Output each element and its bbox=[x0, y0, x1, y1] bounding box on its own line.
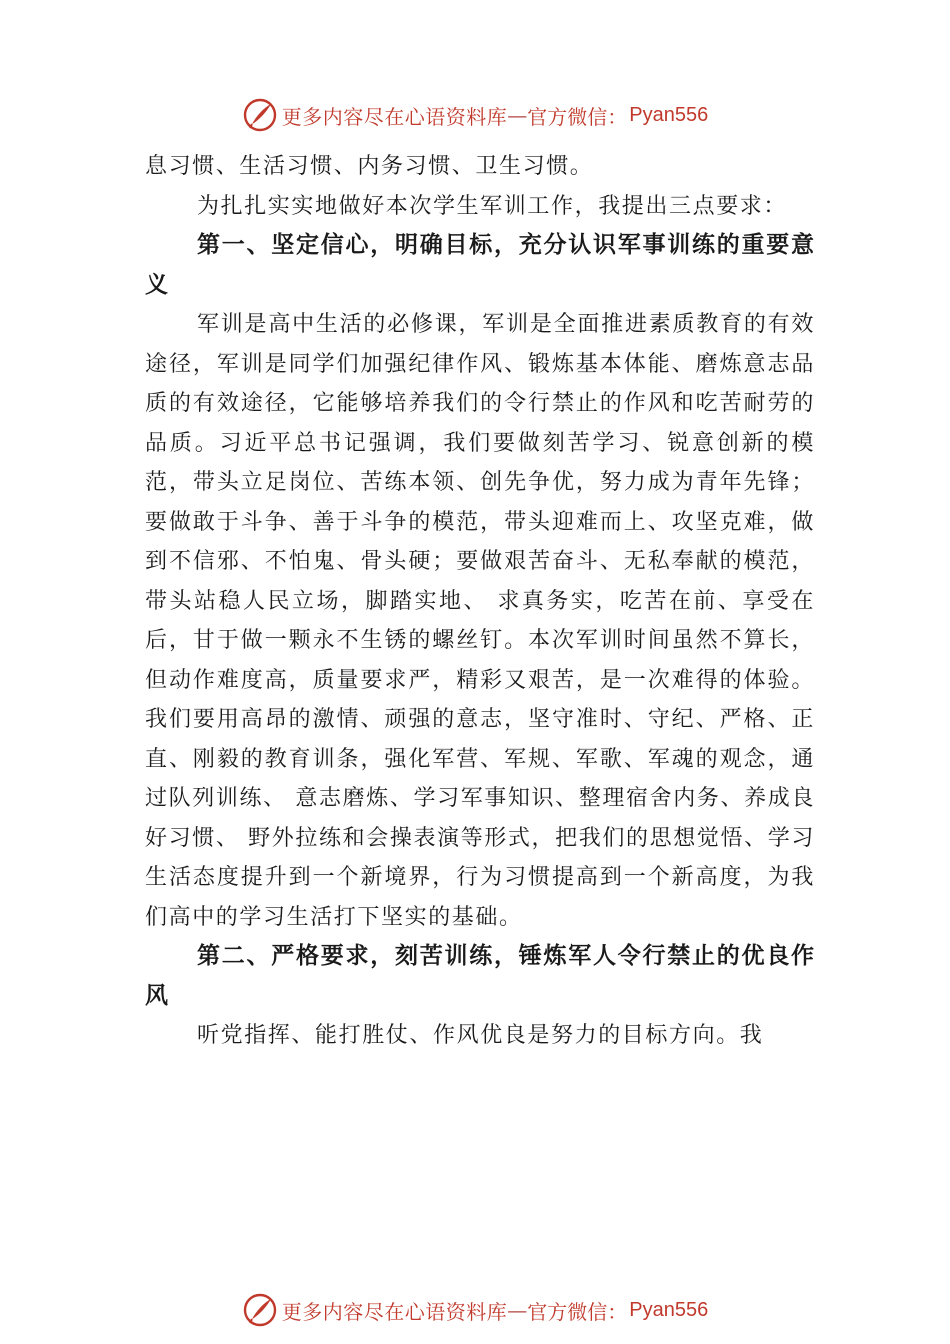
banner-wechat-id: Pyan556 bbox=[629, 103, 709, 126]
paragraph-section-1: 军训是高中生活的必修课，军训是全面推进素质教育的有效途径，军训是同学们加强纪律作风、锻炼基本体能、磨炼意志品质的有效途径，它能够培养我们的令行禁止的作风和吃苦耐劳的品质。习近平总书记强调，我们要做刻苦学习、锐意创新的模范，带头立足岗位、苦练本领、创先争优，努力成为青年先锋；要做敢于斗争、善于斗争的模范，带头迎难而上、攻坚克难，做到不信邪、不怕鬼、骨头硬；要做艰苦奋斗、无私奉献的模范，带头站稳人民立场，脚踏实地、 求真务实，吃苦在前、享受在后，甘于做一颗永不生锈的螺丝钉。本次军训时间虽然不算长，但动作难度高，质量要求严，精彩又艰苦，是一次难得的体验。我们要用高昂的激情、顽强的意志，坚守准时、守纪、严格、正直、刚毅的教育训条，强化军营、军规、军歌、军魂的观念，通过队列训练、 意志磨炼、学习军事知识、整理宿舍内务、养成良好习惯、 野外拉练和会操表演等形式，把我们的思想觉悟、学习生活态度提升到一个新境界，行为习惯提高到一个新高度，为我们高中的学习生活打下坚实的基础。 bbox=[145, 312, 815, 930]
section-heading-1: 第一、坚定信心，明确目标，充分认识军事训练的重要意义 bbox=[145, 232, 815, 298]
banner-site-text: 更多内容尽在心语资料库 bbox=[281, 104, 508, 129]
quill-pen-icon bbox=[242, 1292, 278, 1328]
paragraph-continued: 息习惯、生活习惯、内务习惯、卫生习惯。 bbox=[145, 154, 594, 179]
banner-wechat-label: 官方微信： bbox=[527, 104, 628, 129]
quill-pen-icon bbox=[242, 97, 278, 133]
banner-wechat-label: 官方微信： bbox=[527, 1299, 628, 1324]
footer-banner bbox=[0, 1290, 950, 1330]
banner-separator: — bbox=[507, 1298, 528, 1322]
document-body bbox=[145, 147, 815, 1056]
banner-separator: — bbox=[507, 103, 528, 127]
paragraph-section-2: 听党指挥、能打胜仗、作风优良是努力的目标方向。我 bbox=[197, 1023, 764, 1048]
section-heading-2: 第二、严格要求，刻苦训练，锤炼军人令行禁止的优良作风 bbox=[145, 943, 815, 1009]
header-banner bbox=[0, 95, 950, 135]
paragraph-intro: 为扎扎实实地做好本次学生军训工作，我提出三点要求： bbox=[197, 193, 788, 219]
banner-wechat-id: Pyan556 bbox=[629, 1298, 709, 1321]
banner-site-text: 更多内容尽在心语资料库 bbox=[281, 1299, 508, 1324]
